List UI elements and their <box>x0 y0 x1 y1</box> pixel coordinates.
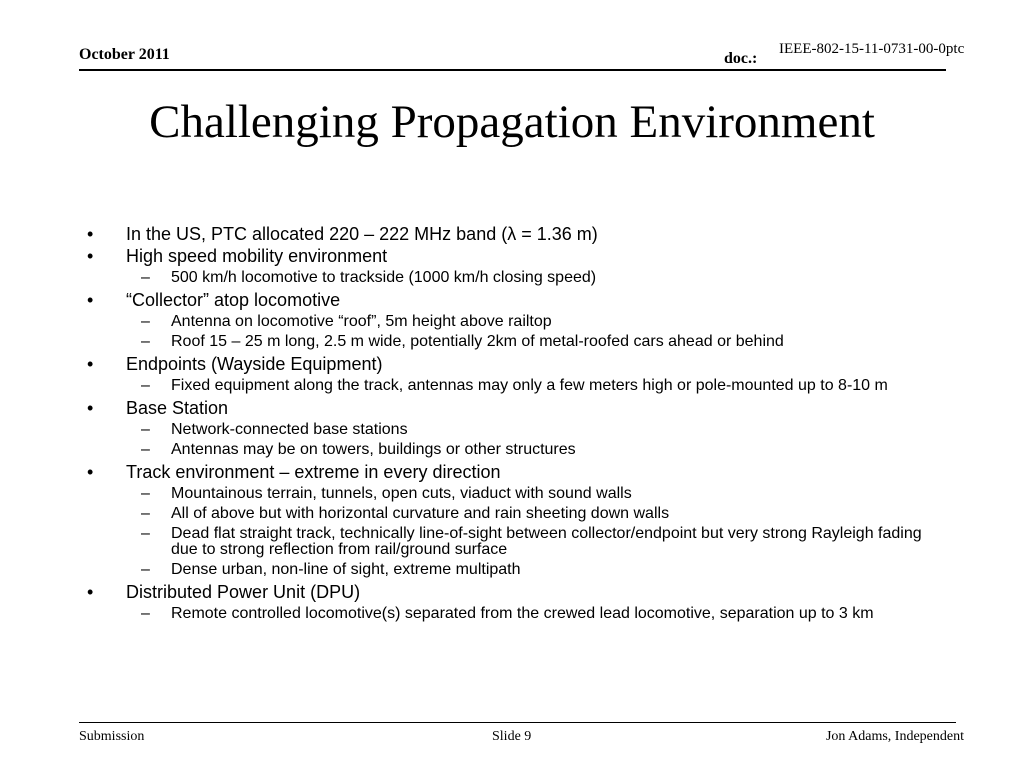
sub-bullet-text: Network-connected base stations <box>171 421 408 438</box>
sub-bullet-item <box>87 378 937 394</box>
sub-bullet-item <box>87 422 937 438</box>
sub-bullet-text: Fixed equipment along the track, antennas may only a few meters high or pole-mounted up to 8-10 m <box>171 377 888 394</box>
bullet-marker: • <box>87 462 94 482</box>
bullet-item <box>87 462 937 483</box>
sub-bullet-text: Dense urban, non-line of sight, extreme multipath <box>171 561 521 578</box>
sub-bullet-item <box>87 334 937 350</box>
sub-bullet-marker: – <box>141 505 150 522</box>
sub-bullet-item <box>87 562 937 578</box>
sub-bullet-text: All of above but with horizontal curvature and rain sheeting down walls <box>171 505 670 522</box>
bullet-marker: • <box>87 224 94 244</box>
sub-bullet-text: 500 km/h locomotive to trackside (1000 km/h closing speed) <box>171 269 597 286</box>
bullet-item <box>87 354 937 375</box>
header-date: October 2011 <box>79 46 170 63</box>
sub-bullet-item <box>87 486 937 502</box>
bullet-item <box>87 224 937 245</box>
bullet-marker: • <box>87 290 94 310</box>
sub-bullet-item <box>87 606 937 622</box>
sub-bullet-marker: – <box>141 561 150 578</box>
sub-bullet-text: Roof 15 – 25 m long, 2.5 m wide, potentially 2km of metal-roofed cars ahead or behind <box>171 333 784 350</box>
bullet-text: High speed mobility environment <box>126 246 388 266</box>
bullet-text: Distributed Power Unit (DPU) <box>126 582 361 602</box>
sub-bullet-marker: – <box>141 269 150 286</box>
bullet-text: “Collector” atop locomotive <box>126 290 341 310</box>
bullet-marker: • <box>87 246 94 266</box>
sub-bullet-item <box>87 506 937 522</box>
sub-bullet-text: Antenna on locomotive “roof”, 5m height above railtop <box>171 313 552 330</box>
sub-bullet-item <box>87 526 937 558</box>
footer-author: Jon Adams, Independent <box>825 729 964 744</box>
sub-bullet-item <box>87 270 937 286</box>
footer-left: Submission <box>79 729 145 744</box>
sub-bullet-marker: – <box>141 313 150 330</box>
sub-bullet-marker: – <box>141 421 150 438</box>
bullet-marker: • <box>87 398 94 418</box>
bullet-list <box>87 224 937 626</box>
sub-bullet-item <box>87 442 937 458</box>
sub-bullet-marker: – <box>141 605 150 622</box>
slide-title: Challenging Propagation Environment <box>149 96 875 148</box>
bullet-item <box>87 398 937 419</box>
footer-slide-number: Slide 9 <box>492 729 532 744</box>
sub-bullet-text: Remote controlled locomotive(s) separated from the crewed lead locomotive, separation up to 3 km <box>171 605 874 622</box>
sub-bullet-marker: – <box>141 525 150 542</box>
bullet-marker: • <box>87 354 94 374</box>
bullet-text: Track environment – extreme in every direction <box>126 462 501 482</box>
bullet-item <box>87 582 937 603</box>
sub-bullet-marker: – <box>141 441 150 458</box>
sub-bullet-text: Antennas may be on towers, buildings or other structures <box>171 441 576 458</box>
header-rule <box>79 69 946 71</box>
bullet-item <box>87 290 937 311</box>
sub-bullet-text: Dead flat straight track, technically line-of-sight between collector/endpoint but very strong Rayleigh fading due to strong reflection from rail/ground surface <box>171 525 922 558</box>
sub-bullet-marker: – <box>141 333 150 350</box>
sub-bullet-item <box>87 314 937 330</box>
sub-bullet-marker: – <box>141 377 150 394</box>
sub-bullet-marker: – <box>141 485 150 502</box>
sub-bullet-text: Mountainous terrain, tunnels, open cuts, viaduct with sound walls <box>171 485 632 502</box>
bullet-text: In the US, PTC allocated 220 – 222 MHz band (λ = 1.36 m) <box>126 224 598 244</box>
bullet-text: Base Station <box>126 398 229 418</box>
bullet-marker: • <box>87 582 94 602</box>
footer-rule <box>79 722 956 723</box>
bullet-text: Endpoints (Wayside Equipment) <box>126 354 383 374</box>
header-doc-id: IEEE-802-15-11-0731-00-0ptc <box>779 41 965 57</box>
bullet-item <box>87 246 937 267</box>
header-doc-label: doc.: <box>724 50 758 67</box>
